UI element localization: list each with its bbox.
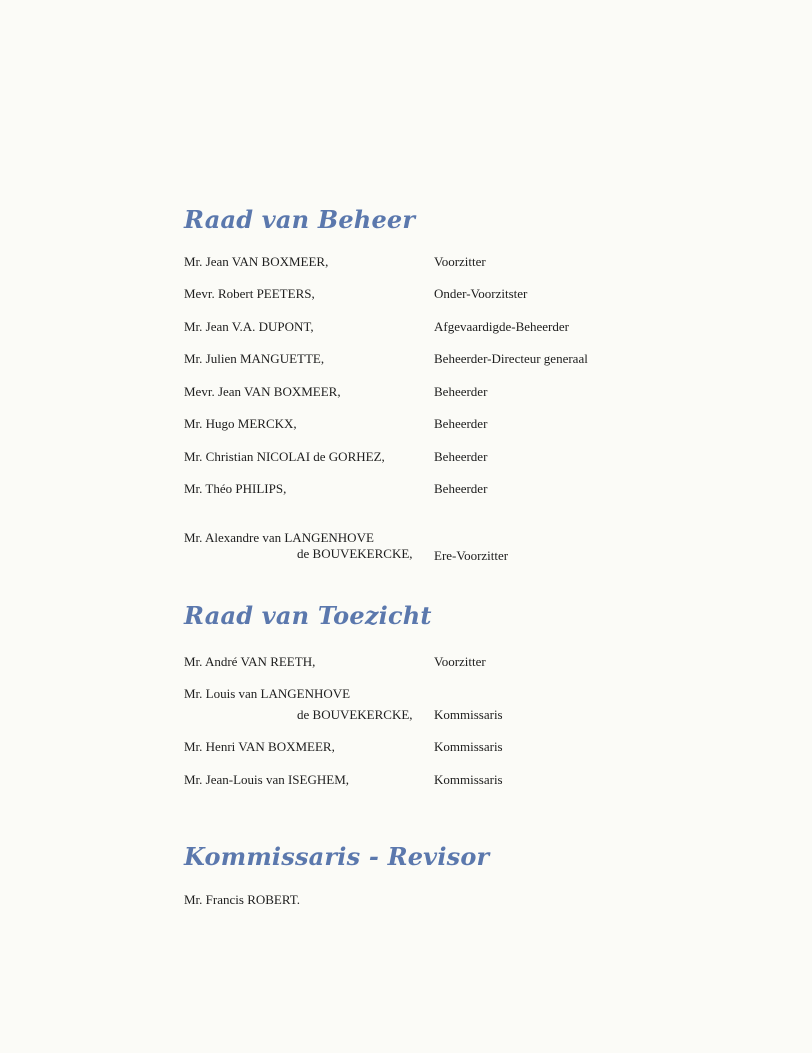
member-role: Kommissaris <box>434 772 503 787</box>
member-name: Mr. Alexandre van LANGENHOVE <box>184 530 374 545</box>
member-role: Ere-Voorzitter <box>434 548 509 563</box>
member-row <box>184 447 704 467</box>
member-name: Mevr. Robert PEETERS, <box>184 286 315 301</box>
member-name: Mr. Théo PHILIPS, <box>184 481 287 496</box>
member-name: Mr. Christian NICOLAI de GORHEZ, <box>184 449 385 464</box>
member-row <box>184 770 704 790</box>
member-row <box>184 414 704 434</box>
member-row <box>184 382 704 402</box>
member-role: Beheerder <box>434 384 488 399</box>
member-row-continued <box>184 544 704 564</box>
member-role: Kommissaris <box>434 739 503 754</box>
member-role: Voorzitter <box>434 254 486 269</box>
member-role: Voorzitter <box>434 654 486 669</box>
member-row <box>184 652 704 672</box>
section-title-kommissaris-revisor: Kommissaris - Revisor <box>184 842 490 871</box>
member-name: Mr. Jean V.A. DUPONT, <box>184 319 314 334</box>
member-name: Mr. André VAN REETH, <box>184 654 316 669</box>
member-role: Beheerder <box>434 416 488 431</box>
member-row <box>184 317 704 337</box>
member-name: Mr. Louis van LANGENHOVE <box>184 686 351 701</box>
member-role: Beheerder-Directeur generaal <box>434 351 588 366</box>
member-name: Mr. Hugo MERCKX, <box>184 416 297 431</box>
member-row-continued <box>184 705 704 725</box>
member-name-continued: de BOUVEKERCKE, <box>297 546 413 561</box>
member-role: Kommissaris <box>434 707 503 722</box>
member-row <box>184 684 704 704</box>
member-row <box>184 890 704 910</box>
member-name: Mevr. Jean VAN BOXMEER, <box>184 384 341 399</box>
member-name-continued: de BOUVEKERCKE, <box>297 707 413 722</box>
section-title-raad-van-beheer: Raad van Beheer <box>184 205 416 234</box>
member-row <box>184 284 704 304</box>
member-name: Mr. Julien MANGUETTE, <box>184 351 325 366</box>
member-row <box>184 737 704 757</box>
member-name: Mr. Jean-Louis van ISEGHEM, <box>184 772 350 787</box>
member-row <box>184 479 704 499</box>
member-name: Mr. Henri VAN BOXMEER, <box>184 739 335 754</box>
section-title-raad-van-toezicht: Raad van Toezicht <box>184 601 432 630</box>
member-role: Beheerder <box>434 481 488 496</box>
member-row <box>184 252 704 272</box>
member-role: Onder-Voorzitster <box>434 286 528 301</box>
member-role: Afgevaardigde-Beheerder <box>434 319 569 334</box>
member-role: Beheerder <box>434 449 488 464</box>
member-row <box>184 349 704 369</box>
member-name: Mr. Francis ROBERT. <box>184 892 300 907</box>
member-name: Mr. Jean VAN BOXMEER, <box>184 254 329 269</box>
